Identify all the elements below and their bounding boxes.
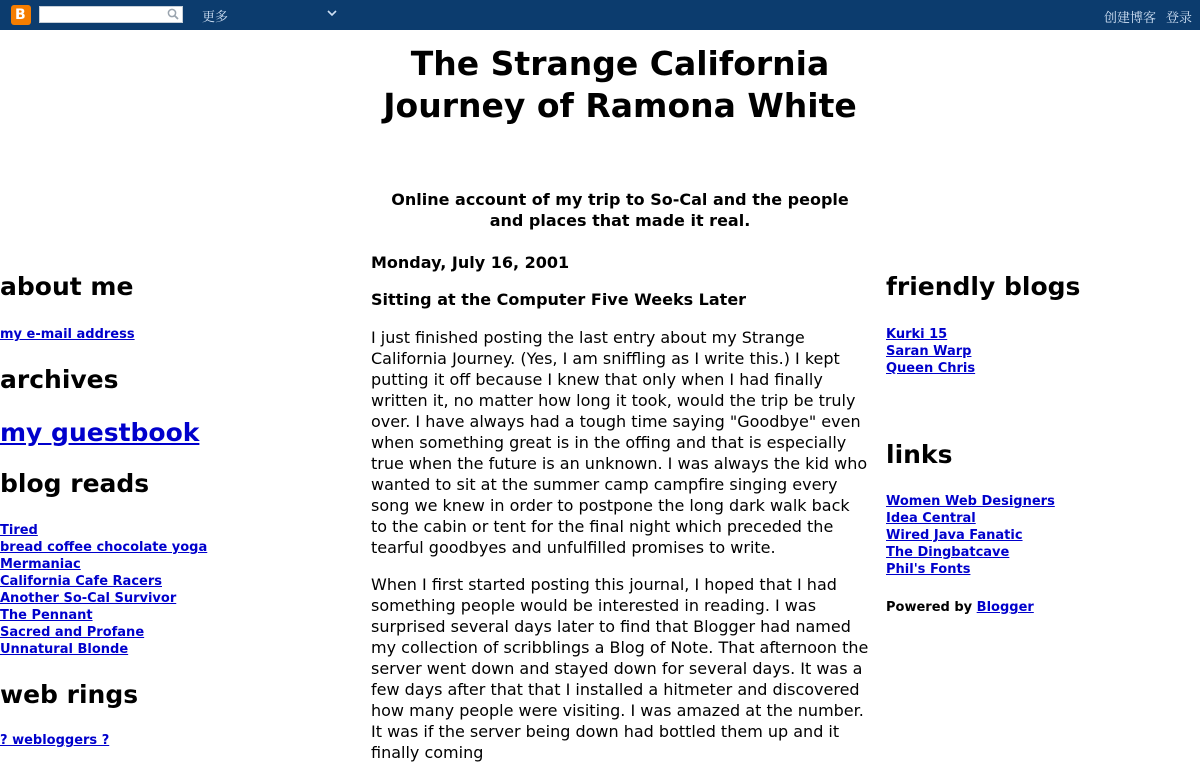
web-rings-list [0,732,109,749]
blogger-link[interactable]: Blogger [976,600,1034,615]
friendly-blogs-list [886,326,975,377]
blog-title: The Strange California Journey of Ramona White [383,44,857,125]
link-item[interactable]: Phil's Fonts [886,562,971,577]
links-list [886,493,1055,578]
friendly-blogs-heading: friendly blogs [886,272,1081,301]
link-item[interactable]: Wired Java Fanatic [886,528,1023,543]
blog-description: Online account of my trip to So-Cal and the people and places that made it real. [391,190,849,230]
email-link[interactable]: my e-mail address [0,327,135,342]
powered-by-label: Powered by [886,600,977,615]
date-header: Monday, July 16, 2001 [371,253,570,272]
chevron-down-icon[interactable] [327,9,337,17]
link-item[interactable]: Idea Central [886,511,976,526]
post-title: Sitting at the Computer Five Weeks Later [371,290,747,309]
blog-reads-heading: blog reads [0,469,150,498]
powered-by [886,600,1034,615]
links-heading: links [886,440,953,469]
archives-heading: archives [0,365,119,394]
web-ring-link[interactable]: ? webloggers ? [0,733,110,748]
guestbook-link[interactable]: my guestbook [0,418,200,447]
blog-read-link[interactable]: Mermaniac [0,557,81,572]
about-me-heading: about me [0,272,134,301]
friendly-blog-link[interactable]: Kurki 15 [886,327,948,342]
web-rings-heading: web rings [0,680,139,709]
blogger-logo-icon[interactable] [11,5,31,25]
main-content [371,252,871,762]
link-item[interactable]: Women Web Designers [886,494,1055,509]
blog-read-link[interactable]: bread coffee chocolate yoga [0,540,208,555]
blog-read-link[interactable]: Tired [0,523,38,538]
blog-read-link[interactable]: California Cafe Racers [0,574,162,589]
blog-read-link[interactable]: Unnatural Blonde [0,642,129,657]
friendly-blog-link[interactable]: Saran Warp [886,344,972,359]
blog-reads-list [0,522,207,658]
search-icon[interactable] [167,8,179,20]
blogger-navbar [0,0,1200,30]
more-menu-label[interactable]: 更多 [202,10,229,25]
link-item[interactable]: The Dingbatcave [886,545,1010,560]
blogger-logo-letter: B [15,7,26,23]
blog-read-link[interactable]: Sacred and Profane [0,625,145,640]
post-paragraph: When I first started posting this journal, I hoped that I had something people would be interested in reading. I was surprised several days later to find that Blogger had named my collection of scribblings a Blog of Note. That afternoon the server went down and stayed down for several days. It was a few days after that that I installed a hitmeter and discovered how many people were visiting. I was amazed at the number. It was if the server being down had bottled them up and it finally coming [371,575,869,762]
login-link[interactable]: 登录 [1166,11,1193,26]
friendly-blog-link[interactable]: Queen Chris [886,361,976,376]
post-paragraph: I just finished posting the last entry about my Strange California Journey. (Yes, I am sniffling as I write this.) I kept putting it off because I knew that only when I had finally written it, no matter how long it took, would the trip be truly over. I have always had a tough time saying "Goodbye" even when something great is in the offing and that is especially true when the future is an unknown. I was always the kid who wanted to sit at the summer camp campfire singing every song we knew in order to postpone the long dark walk back to the cabin or tent for the final night which preceded the tearful goodbyes and unfulfilled promises to write. [371,328,868,557]
create-blog-link[interactable]: 创建博客 [1104,11,1157,26]
blog-read-link[interactable]: Another So-Cal Survivor [0,591,177,606]
search-input[interactable] [39,6,183,23]
blog-read-link[interactable]: The Pennant [0,608,93,623]
